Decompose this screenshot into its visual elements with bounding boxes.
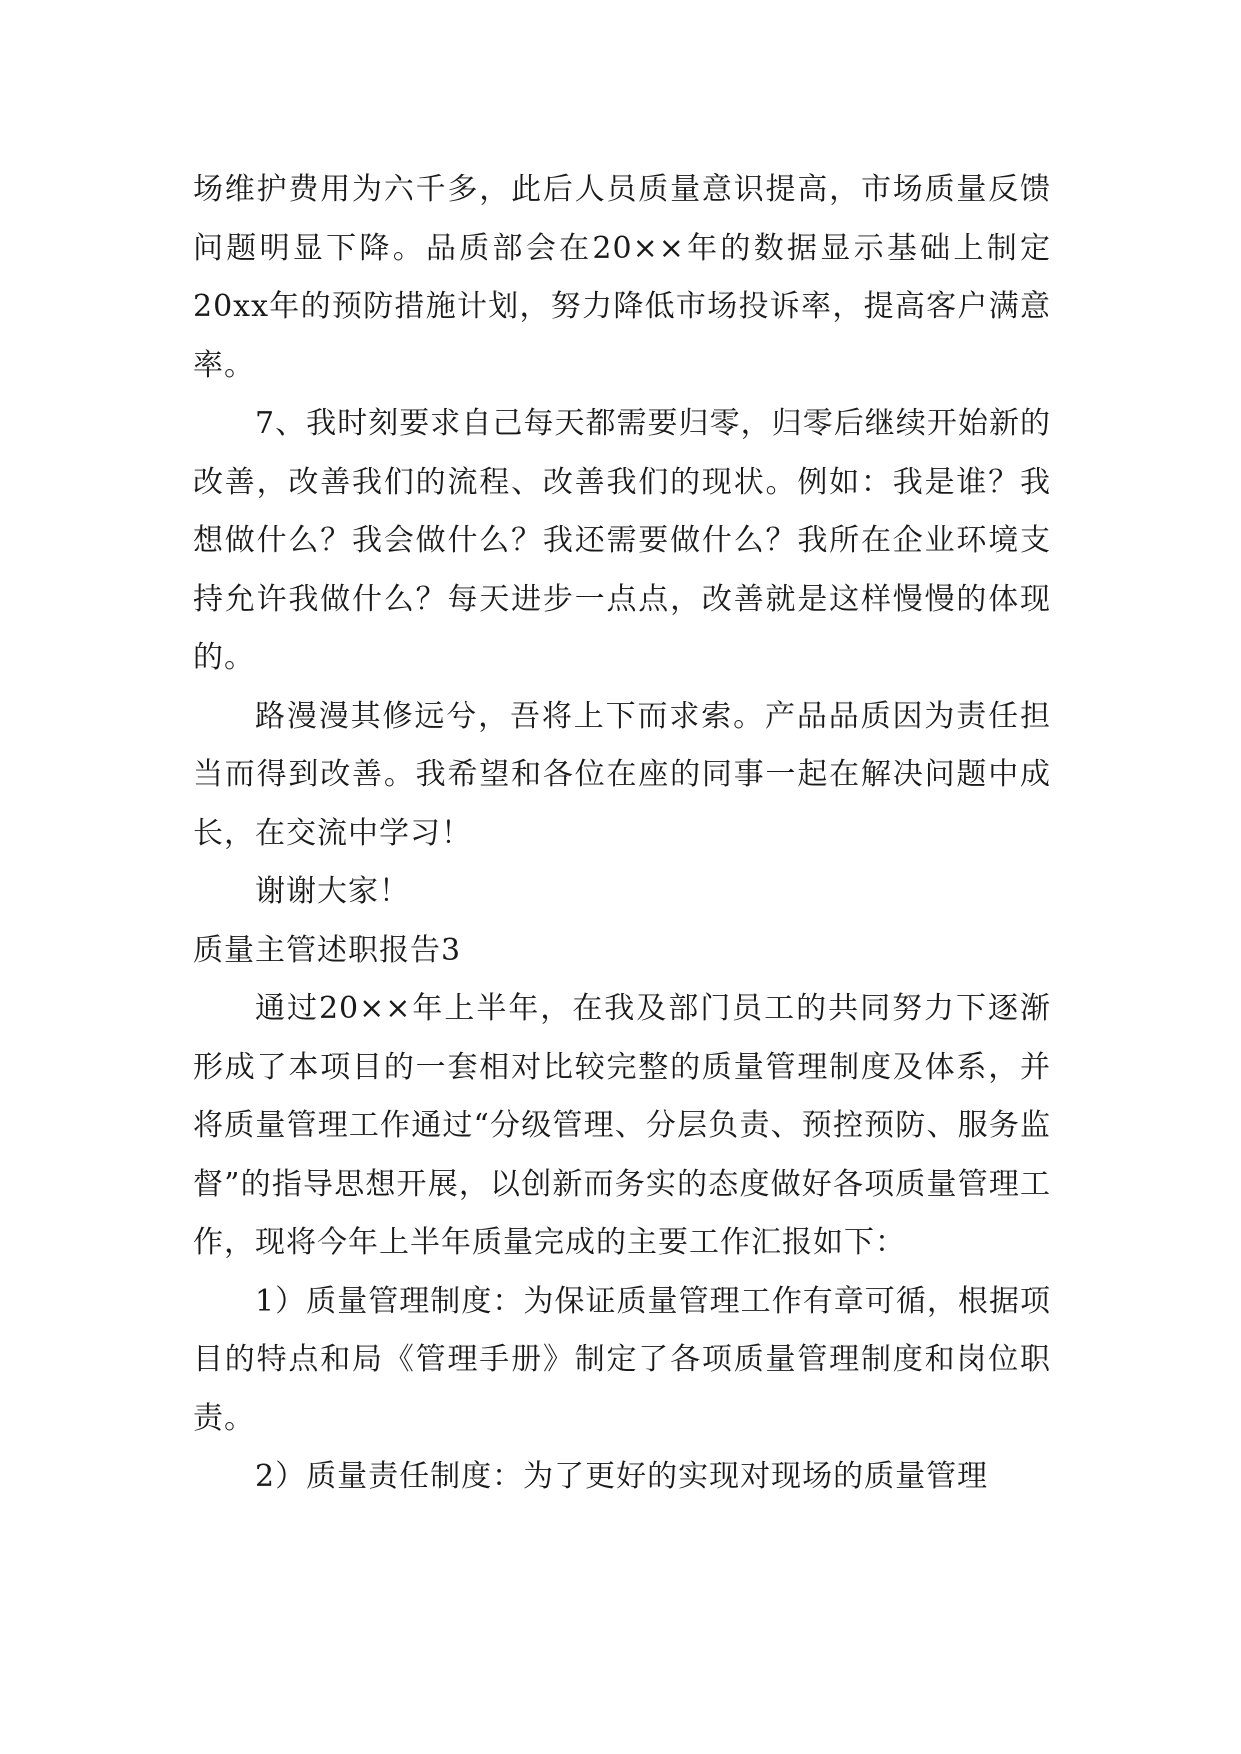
paragraph-thanks: 谢谢大家！	[255, 874, 410, 909]
document-body	[193, 161, 1051, 1507]
paragraph-intro: 通过20××年上半年，在我及部门员工的共同努力下逐渐形成了本项目的一套相对比较完整的质量管理制度及体系，并将质量管理工作通过“分级管理、分层负责、预控预防、服务监督”的指导思想开展，以创新而务实的态度做好各项质量管理工作，现将今年上半年质量完成的主要工作汇报如下：	[193, 991, 1051, 1260]
paragraph-item-2: 2）质量责任制度：为了更好的实现对现场的质量管理	[255, 1459, 989, 1494]
paragraph-continued: 场维护费用为六千多，此后人员质量意识提高，市场质量反馈问题明显下降。品质部会在20××年的数据显示基础上制定20xx年的预防措施计划，努力降低市场投诉率，提高客户满意率。	[193, 172, 1051, 383]
paragraph-item-7: 7、我时刻要求自己每天都需要归零，归零后继续开始新的改善，改善我们的流程、改善我们的现状。例如：我是谁？我想做什么？我会做什么？我还需要做什么？我所在企业环境支持允许我做什么？每天进步一点点，改善就是这样慢慢的体现的。	[193, 406, 1051, 675]
section-heading: 质量主管述职报告3	[193, 932, 462, 968]
paragraph-closing: 路漫漫其修远兮，吾将上下而求索。产品品质因为责任担当而得到改善。我希望和各位在座的同事一起在解决问题中成长，在交流中学习！	[193, 698, 1051, 851]
paragraph-item-1: 1）质量管理制度：为保证质量管理工作有章可循，根据项目的特点和局《管理手册》制定了各项质量管理制度和岗位职责。	[193, 1283, 1051, 1436]
